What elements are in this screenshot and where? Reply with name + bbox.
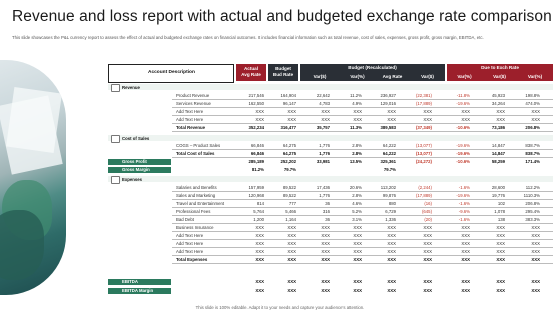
var-dollar-header-3: Var($)	[493, 74, 506, 79]
row-label: Travel and Entertainment	[176, 201, 225, 206]
revenue-section-label: Revenue	[122, 85, 140, 90]
row-label: Add Text Here	[176, 241, 204, 246]
expenses-section-label: Expenses	[122, 177, 143, 182]
table-cell: XXX	[353, 233, 362, 238]
table-cell: 5.2%	[352, 209, 362, 214]
row-divider	[172, 239, 553, 240]
table-cell: XXX	[287, 257, 296, 262]
table-cell: 79.7%	[383, 167, 396, 172]
table-cell: -19.6%	[456, 151, 470, 156]
table-cell: 79.7%	[283, 167, 296, 172]
row-label: Add Text Here	[176, 109, 204, 114]
table-cell: (20)	[424, 217, 432, 222]
table-cell: 383.3%	[525, 217, 540, 222]
table-cell: XXX	[387, 279, 396, 284]
table-cell: 81.2%	[251, 167, 264, 172]
table-cell: XXX	[255, 117, 264, 122]
table-cell: XXX	[531, 233, 540, 238]
var-dollar-header-2: Var($)	[421, 74, 434, 79]
table-cell: XXX	[255, 225, 264, 230]
table-cell: 316,477	[280, 125, 296, 130]
table-cell: XXX	[461, 249, 470, 254]
table-cell: -19.6%	[456, 193, 470, 198]
table-cell: XXX	[353, 249, 362, 254]
table-cell: 2.8%	[352, 151, 362, 156]
table-cell: 1,776	[319, 151, 330, 156]
row-label: Add Text Here	[176, 249, 204, 254]
recalc-header-title: Budget (Recalculated)	[348, 65, 397, 70]
table-cell: 138	[497, 217, 505, 222]
table-cell: 164,904	[280, 93, 296, 98]
table-cell: XXX	[461, 279, 470, 284]
actual-header: Actual Avg Rate	[236, 64, 266, 81]
page-title: Revenue and loss report with actual and budgeted exchange rate comparison	[12, 8, 552, 25]
table-cell: 252,202	[280, 159, 296, 164]
row-label: Gross Profit	[122, 159, 147, 164]
table-cell: 285,189	[248, 159, 264, 164]
table-cell: 157,959	[248, 185, 264, 190]
table-cell: 1110.3%	[523, 193, 540, 198]
table-cell: 198.8%	[525, 93, 540, 98]
table-cell: XXX	[321, 109, 330, 114]
table-cell: XXX	[461, 233, 470, 238]
table-cell: XXX	[321, 257, 330, 262]
table-cell: XXX	[353, 288, 362, 293]
table-cell: XXX	[255, 279, 264, 284]
table-cell: 22,642	[316, 93, 330, 98]
table-cell: 64,275	[282, 151, 296, 156]
table-cell: XXX	[353, 117, 362, 122]
table-cell: 1,164	[285, 217, 296, 222]
table-cell: 2.8%	[352, 143, 362, 148]
table-cell: XXX	[287, 241, 296, 246]
table-cell: XXX	[287, 233, 296, 238]
table-cell: -19.6%	[456, 101, 470, 106]
table-cell: XXX	[255, 257, 264, 262]
table-cell: 1,776	[319, 143, 330, 148]
row-divider	[172, 255, 553, 256]
table-cell: 20.6%	[349, 185, 362, 190]
table-cell: XXX	[287, 109, 296, 114]
row-divider	[172, 215, 553, 216]
table-cell: XXX	[423, 109, 432, 114]
table-cell: XXX	[423, 117, 432, 122]
table-cell: 66,846	[250, 143, 264, 148]
table-cell: 3.1%	[352, 217, 362, 222]
table-cell: (24,272)	[415, 159, 432, 164]
table-cell: (16)	[424, 201, 432, 206]
table-cell: -10.6%	[456, 125, 470, 130]
row-divider	[172, 263, 553, 264]
table-cell: 102	[497, 201, 505, 206]
decorative-photo	[0, 60, 66, 295]
table-cell: XXX	[496, 288, 505, 293]
table-cell: 73,186	[491, 125, 505, 130]
table-cell: 89,522	[282, 185, 296, 190]
row-label: Add Text Here	[176, 117, 204, 122]
row-label: Bad Debt	[176, 217, 194, 222]
table-cell: XXX	[255, 288, 264, 293]
due-header-title: Due to Exch Rate	[481, 65, 519, 70]
row-divider	[172, 131, 553, 132]
table-cell: XXX	[287, 225, 296, 230]
table-cell: XXX	[496, 257, 505, 262]
table-cell: XXX	[321, 279, 330, 284]
table-cell: XXX	[353, 109, 362, 114]
revenue-section-bar	[108, 84, 553, 90]
table-cell: 5,764	[253, 209, 264, 214]
table-cell: XXX	[353, 257, 362, 262]
table-cell: 64,222	[382, 151, 396, 156]
row-divider	[172, 107, 553, 108]
row-label: Sales and Marketing	[176, 193, 216, 198]
table-cell: XXX	[531, 279, 540, 284]
table-cell: 217,546	[248, 93, 264, 98]
table-cell: XXX	[461, 241, 470, 246]
table-cell: XXX	[531, 288, 540, 293]
table-cell: XXX	[321, 233, 330, 238]
table-cell: XXX	[321, 117, 330, 122]
expenses-section-bar	[108, 176, 553, 182]
table-cell: XXX	[496, 233, 505, 238]
row-label: Total Revenue	[176, 125, 206, 130]
table-cell: 28,600	[491, 185, 505, 190]
table-cell: (37,349)	[415, 125, 432, 130]
table-cell: -11.8%	[456, 93, 470, 98]
table-cell: XXX	[255, 241, 264, 246]
table-cell: -1.6%	[458, 185, 470, 190]
account-description-header: Account Description	[148, 70, 195, 75]
row-label: EBITDA	[122, 279, 138, 284]
table-cell: 120,968	[248, 193, 264, 198]
table-cell: XXX	[461, 288, 470, 293]
table-cell: XXX	[255, 109, 264, 114]
table-cell: XXX	[387, 109, 396, 114]
table-cell: 295.4%	[525, 209, 540, 214]
table-cell: (13,077)	[415, 151, 432, 156]
table-cell: 36	[325, 201, 330, 206]
row-label: Professional Fees	[176, 209, 211, 214]
var-percent-header-3: Var(%)	[527, 74, 543, 79]
row-label: EBITDA Margin	[122, 288, 154, 293]
table-cell: XXX	[387, 288, 396, 293]
table-cell: XXX	[461, 257, 470, 262]
expenses-icon	[111, 176, 120, 184]
table-cell: 1,200	[253, 217, 264, 222]
revenue-icon	[111, 84, 120, 92]
page-subtitle: This slide showcases the P&L currency report to assess the effect of actual and budgeted exchange rates on financial outcomes. It includes financial information such as total revenue, cost of sales, expenses, gross profit, gross margin, EBITDA, etc.	[12, 35, 484, 40]
cost-icon	[111, 135, 120, 143]
table-cell: 236,927	[380, 93, 396, 98]
row-label: COGS – Product Sales	[176, 143, 221, 148]
table-cell: XXX	[461, 117, 470, 122]
table-cell: 96,147	[282, 101, 296, 106]
table-cell: 58,259	[491, 159, 505, 164]
table-cell: 2.8%	[352, 193, 362, 198]
row-label: Services Revenue	[176, 101, 211, 106]
table-cell: 838.7%	[525, 151, 540, 156]
table-cell: 11.2%	[350, 93, 362, 98]
table-cell: XXX	[353, 225, 362, 230]
table-cell: (645)	[421, 209, 432, 214]
table-cell: 36	[325, 217, 330, 222]
table-cell: 4.6%	[352, 201, 362, 206]
table-cell: 11.3%	[350, 125, 362, 130]
budget-header: Budget Bud Rate	[268, 64, 298, 81]
table-cell: (22,381)	[415, 93, 432, 98]
table-cell: XXX	[387, 117, 396, 122]
table-cell: XXX	[461, 109, 470, 114]
table-cell: -19.6%	[456, 143, 470, 148]
table-cell: 17,436	[316, 185, 330, 190]
table-cell: 880	[388, 201, 396, 206]
table-cell: XXX	[387, 257, 396, 262]
table-cell: 13.5%	[349, 159, 362, 164]
table-cell: 4.9%	[352, 101, 362, 106]
table-cell: (2,244)	[418, 185, 432, 190]
table-cell: -9.6%	[458, 209, 470, 214]
table-cell: XXX	[387, 249, 396, 254]
table-cell: XXX	[423, 279, 432, 284]
row-label: Total Cost of Sales	[176, 151, 215, 156]
table-cell: XXX	[496, 249, 505, 254]
row-divider	[172, 223, 553, 224]
row-divider	[172, 199, 553, 200]
table-cell: XXX	[531, 249, 540, 254]
table-cell: XXX	[321, 225, 330, 230]
table-cell: XXX	[496, 109, 505, 114]
table-cell: XXX	[531, 225, 540, 230]
cost-section-bar	[108, 135, 553, 141]
table-cell: -1.6%	[458, 201, 470, 206]
table-cell: XXX	[461, 225, 470, 230]
table-cell: 19,776	[491, 193, 505, 198]
table-cell: XXX	[531, 117, 540, 122]
table-cell: XXX	[531, 241, 540, 246]
table-cell: XXX	[496, 117, 505, 122]
table-cell: 1,078	[494, 209, 505, 214]
table-cell: XXX	[423, 257, 432, 262]
table-cell: 325,361	[380, 159, 396, 164]
table-cell: 89,522	[282, 193, 296, 198]
table-cell: 113,202	[380, 185, 396, 190]
row-divider	[172, 157, 553, 158]
table-cell: XXX	[321, 288, 330, 293]
row-label: Total Expenses	[176, 257, 208, 262]
table-cell: XXX	[496, 279, 505, 284]
table-cell: 99,876	[382, 193, 396, 198]
row-label: Business Insurance	[176, 225, 214, 230]
table-cell: -1.6%	[458, 217, 470, 222]
row-divider	[172, 247, 553, 248]
table-cell: XXX	[387, 241, 396, 246]
table-cell: 162,550	[248, 101, 264, 106]
footer-note: This slide is 100% editable. Adapt it to your needs and capture your audience's attention.	[195, 305, 365, 310]
row-divider	[172, 207, 553, 208]
table-cell: 64,275	[282, 143, 296, 148]
table-cell: XXX	[353, 279, 362, 284]
table-cell: 35,757	[316, 125, 330, 130]
table-cell: 474.0%	[525, 101, 540, 106]
table-cell: 4,783	[319, 101, 330, 106]
table-cell: 206.8%	[525, 201, 540, 206]
row-divider	[172, 191, 553, 192]
table-cell: -10.6%	[456, 159, 470, 164]
row-divider	[172, 123, 553, 124]
table-cell: 6,729	[385, 209, 396, 214]
table-cell: 389,583	[380, 125, 396, 130]
table-cell: XXX	[255, 233, 264, 238]
table-cell: 5,466	[285, 209, 296, 214]
table-cell: XXX	[423, 249, 432, 254]
table-cell: 33,981	[316, 159, 330, 164]
table-cell: 838.7%	[525, 143, 540, 148]
table-cell: 14,847	[491, 151, 505, 156]
table-cell: XXX	[387, 225, 396, 230]
row-label: Gross Margin	[122, 167, 150, 172]
cost-section-label: Cost of Sales	[122, 136, 150, 141]
table-cell: 1,776	[319, 193, 330, 198]
row-divider	[172, 99, 553, 100]
row-divider	[172, 231, 553, 232]
table-cell: 112.2%	[525, 185, 540, 190]
table-cell: XXX	[321, 241, 330, 246]
table-cell: XXX	[353, 241, 362, 246]
table-cell: 814	[256, 201, 264, 206]
table-cell: XXX	[321, 249, 330, 254]
var-percent-header: Var(%)	[350, 74, 365, 79]
table-cell: (17,889)	[415, 101, 432, 106]
table-cell: XXX	[496, 225, 505, 230]
row-divider	[172, 115, 553, 116]
table-cell: (13,077)	[415, 143, 432, 148]
row-divider	[172, 149, 553, 150]
table-cell: 171.4%	[525, 159, 540, 164]
table-cell: XXX	[423, 233, 432, 238]
table-cell: XXX	[255, 249, 264, 254]
table-cell: 777	[288, 201, 296, 206]
table-cell: 206.8%	[525, 125, 540, 130]
table-cell: XXX	[423, 225, 432, 230]
table-cell: 1,336	[385, 217, 396, 222]
table-cell: 66,846	[250, 151, 264, 156]
row-label: Product Revenue	[176, 93, 210, 98]
table-cell: XXX	[287, 249, 296, 254]
table-cell: XXX	[287, 279, 296, 284]
table-cell: (17,889)	[415, 193, 432, 198]
table-cell: XXX	[423, 288, 432, 293]
table-cell: 45,923	[491, 93, 505, 98]
table-cell: XXX	[531, 109, 540, 114]
row-label: Salaries and Benefits	[176, 185, 217, 190]
row-label: Add Text Here	[176, 233, 204, 238]
table-cell: 352,234	[248, 125, 264, 130]
var-dollar-header: Var($)	[313, 74, 327, 79]
table-cell: XXX	[496, 241, 505, 246]
ebitda-bar	[108, 279, 171, 285]
table-cell: 129,016	[380, 101, 396, 106]
table-cell: 14,847	[491, 143, 505, 148]
table-cell: XXX	[531, 257, 540, 262]
table-cell: 316	[322, 209, 330, 214]
var-percent-header-2: Var(%)	[457, 74, 472, 79]
table-cell: 64,222	[382, 143, 396, 148]
avg-rate-header: Avg Rate	[382, 74, 403, 79]
table-cell: XXX	[287, 288, 296, 293]
table-cell: XXX	[423, 241, 432, 246]
table-cell: XXX	[387, 233, 396, 238]
table-cell: 34,264	[491, 101, 505, 106]
table-cell: XXX	[287, 117, 296, 122]
